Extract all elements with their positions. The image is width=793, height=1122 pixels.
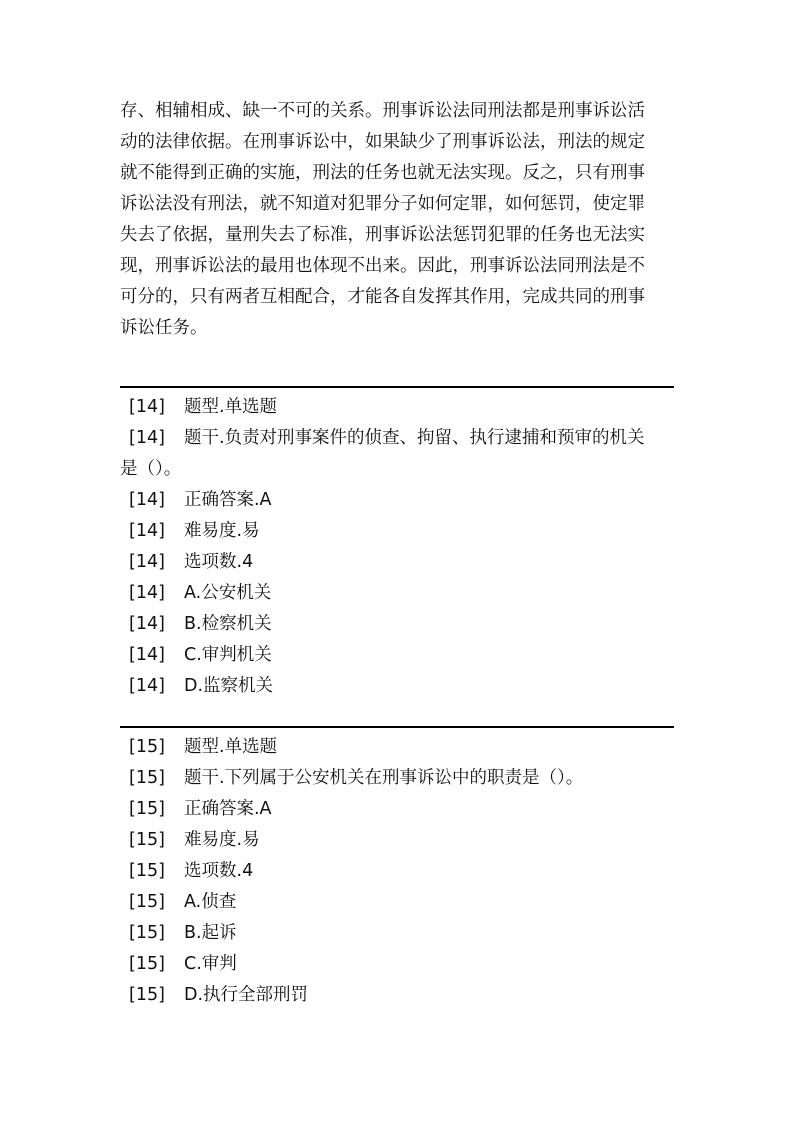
option-count-row	[120, 547, 674, 578]
option-count: 选项数.4	[184, 552, 254, 572]
intro-line: 就不能得到正确的实施，刑法的任务也就无法实现。反之，只有刑事	[120, 163, 645, 183]
question-number: [14]	[129, 490, 165, 510]
correct-answer: 正确答案.A	[184, 799, 272, 819]
question-stem-row	[120, 423, 674, 454]
question-number: [15]	[129, 768, 165, 788]
question-number: [15]	[129, 799, 165, 819]
correct-answer: 正确答案.A	[184, 490, 272, 510]
question-number: [15]	[129, 923, 165, 943]
option-count-row	[120, 856, 674, 887]
option-row	[120, 640, 674, 671]
question-number: [15]	[129, 737, 165, 757]
option-row	[120, 671, 674, 702]
option-c: C.审判机关	[184, 645, 272, 665]
question-number: [14]	[129, 645, 165, 665]
question-number: [15]	[129, 954, 165, 974]
option-a: A.公安机关	[184, 583, 272, 603]
question-number: [14]	[129, 397, 165, 417]
option-row	[120, 609, 674, 640]
question-number: [14]	[129, 428, 165, 448]
option-row	[120, 887, 674, 918]
question-number: [14]	[129, 552, 165, 572]
option-a: A.侦查	[184, 892, 237, 912]
question-number: [15]	[129, 861, 165, 881]
question-stem-row	[120, 763, 674, 794]
option-row	[120, 918, 674, 949]
intro-line: 失去了依据，量刑失去了标准，刑事诉讼法惩罚犯罪的任务也无法实	[120, 225, 645, 245]
question-stem: 题干.负责对刑事案件的侦查、拘留、执行逮捕和预审的机关	[184, 428, 645, 448]
question-number: [14]	[129, 676, 165, 696]
intro-line: 可分的，只有两者互相配合，才能各自发挥其作用，完成共同的刑事	[120, 287, 645, 307]
intro-line: 存、相辅相成、缺一不可的关系。刑事诉讼法同刑法都是刑事诉讼活	[120, 101, 645, 121]
question-type-row	[120, 392, 674, 423]
intro-line: 诉讼任务。	[120, 318, 208, 338]
answer-row	[120, 794, 674, 825]
intro-line: 动的法律依据。在刑事诉讼中，如果缺少了刑事诉讼法，刑法的规定	[120, 132, 645, 152]
option-row	[120, 578, 674, 609]
answer-row	[120, 485, 674, 516]
option-b: B.起诉	[184, 923, 237, 943]
intro-line: 诉讼法没有刑法，就不知道对犯罪分子如何定罪，如何惩罚，使定罪	[120, 194, 645, 214]
intro-line: 现，刑事诉讼法的最用也体现不出来。因此，刑事诉讼法同刑法是不	[120, 256, 645, 276]
question-type-row	[120, 732, 674, 763]
question-number: [14]	[129, 521, 165, 541]
difficulty: 难易度.易	[184, 521, 260, 541]
question-number: [15]	[129, 830, 165, 850]
question-stem-continuation: 是（）。	[120, 459, 182, 479]
question-type: 题型.单选题	[184, 737, 278, 757]
intro-paragraph	[120, 96, 664, 344]
option-row	[120, 980, 674, 1011]
difficulty-row	[120, 825, 674, 856]
question-stem: 题干.下列属于公安机关在刑事诉讼中的职责是（）。	[184, 768, 584, 788]
difficulty-row	[120, 516, 674, 547]
question-number: [14]	[129, 583, 165, 603]
option-row	[120, 949, 674, 980]
question-block-14	[120, 386, 674, 702]
option-d: D.执行全部刑罚	[184, 985, 309, 1005]
option-c: C.审判	[184, 954, 237, 974]
question-type: 题型.单选题	[184, 397, 278, 417]
question-number: [14]	[129, 614, 165, 634]
question-block-15	[120, 726, 674, 1011]
option-d: D.监察机关	[184, 676, 274, 696]
option-count: 选项数.4	[184, 861, 254, 881]
question-number: [15]	[129, 985, 165, 1005]
question-number: [15]	[129, 892, 165, 912]
difficulty: 难易度.易	[184, 830, 260, 850]
option-b: B.检察机关	[184, 614, 272, 634]
